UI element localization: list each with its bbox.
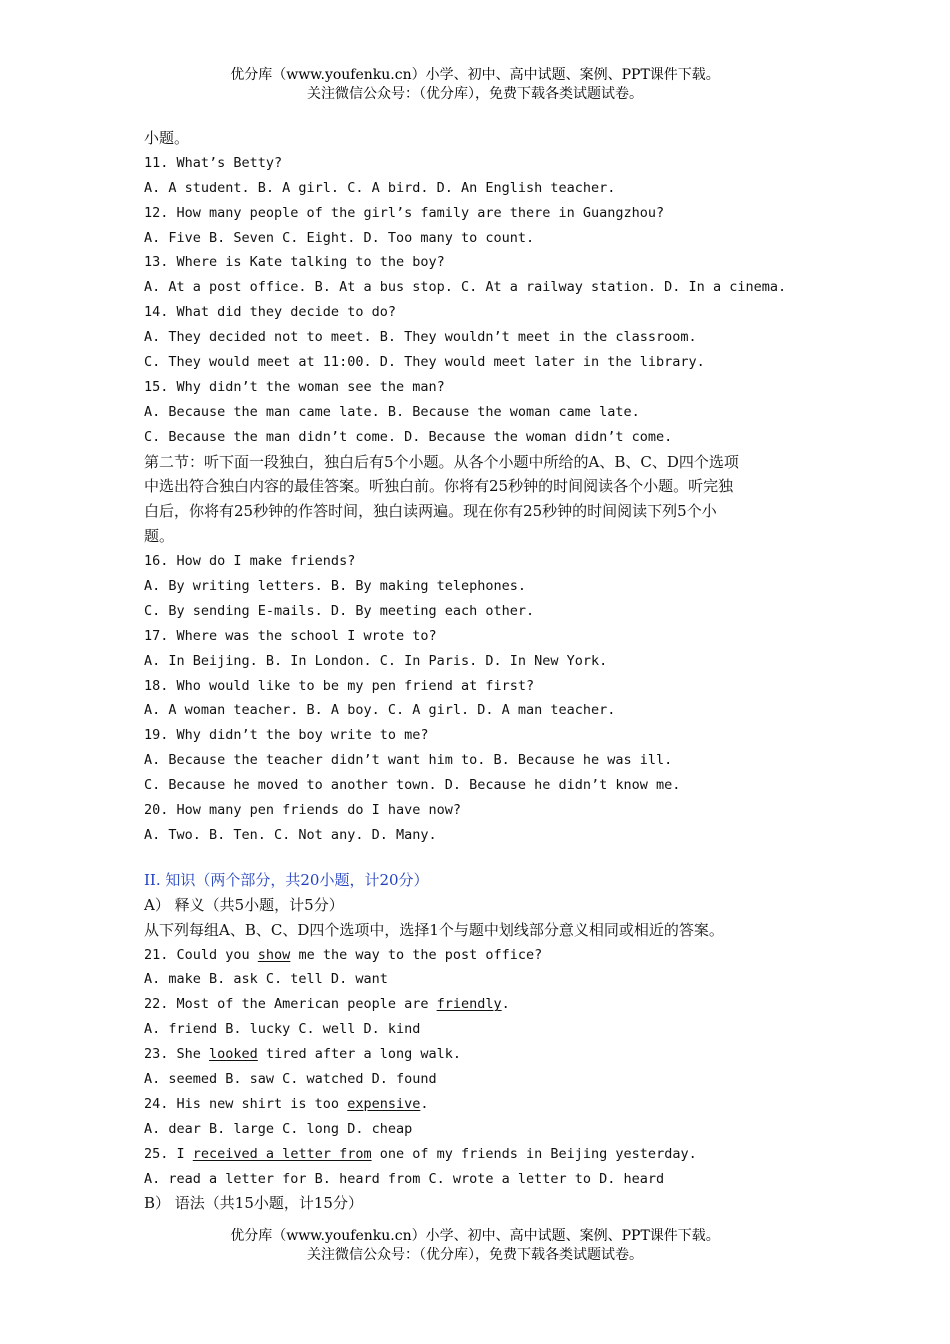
question-25 — [144, 1142, 814, 1167]
question-19-options-1: A. Because the teacher didn’t want him to. B. Because he was ill. — [144, 752, 673, 769]
question-22 — [144, 992, 814, 1017]
question-16-options-2: C. By sending E-mails. D. By meeting each other. — [144, 602, 535, 619]
question-20-options: A. Two. B. Ten. C. Not any. D. Many. — [144, 826, 437, 843]
header-line-2: 关注微信公众号：（优分库），免费下载各类试题试卷。 — [307, 86, 643, 102]
section-2-instructions-2: 中选出符合独白内容的最佳答案。听独白前。你将有25秒钟的时间阅读各个小题。听完独 — [144, 477, 734, 496]
question-19-options-2: C. Because he moved to another town. D. Because he didn’t know me. — [144, 777, 681, 794]
section-2-instructions-4: 题。 — [144, 527, 175, 546]
section-2-instructions-1: 第二节：听下面一段独白，独白后有5个小题。从各个小题中所给的A、B、C、D四个选项 — [144, 452, 739, 471]
section-lead: 小题。 — [144, 129, 190, 147]
question-24-underlined: expensive — [347, 1095, 421, 1112]
question-25-suffix: one of my friends in Beijing yesterday. — [371, 1145, 697, 1162]
question-18: 18. Who would like to be my pen friend at first? — [144, 677, 535, 694]
knowledge-section-title: II. 知识（两个部分，共20小题，计20分） — [144, 870, 429, 889]
subsection-a-instructions: 从下列每组A、B、C、D四个选项中，选择1个与题中划线部分意义相同或相近的答案。 — [144, 920, 724, 939]
question-21-underlined: show — [257, 946, 291, 963]
question-11: 11. What’s Betty? — [144, 154, 283, 171]
question-22-options: A. friend B. lucky C. well D. kind — [144, 1021, 421, 1038]
subsection-a-title: A） 释义（共5小题，计5分） — [144, 895, 344, 914]
question-22-suffix: . — [501, 996, 510, 1013]
question-19: 19. Why didn’t the boy write to me? — [144, 727, 429, 744]
question-15-options-1: A. Because the man came late. B. Because the woman came late. — [144, 403, 640, 420]
question-21-suffix: me the way to the post office? — [290, 946, 543, 963]
question-23-underlined: looked — [209, 1046, 258, 1063]
question-25-underlined: received a letter from — [192, 1145, 372, 1162]
question-23-prefix: 23. She — [144, 1046, 210, 1063]
question-18-options: A. A woman teacher. B. A boy. C. A girl. D. A man teacher. — [144, 702, 616, 719]
question-15: 15. Why didn’t the woman see the man? — [144, 378, 445, 395]
section-2-instructions-3: 白后，你将有25秒钟的作答时间，独白读两遍。现在你有25秒钟的时间阅读下列5个小 — [144, 502, 717, 521]
section-spacer — [144, 848, 814, 868]
question-13-options: A. At a post office. B. At a bus stop. C. At a railway station. D. In a cinema. — [144, 279, 787, 296]
question-25-prefix: 25. I — [144, 1145, 193, 1162]
question-23-options: A. seemed B. saw C. watched D. found — [144, 1070, 437, 1087]
question-21-prefix: 21. Could you — [144, 946, 258, 963]
document-body — [144, 126, 814, 1216]
question-22-underlined: friendly — [436, 996, 502, 1013]
question-17-options: A. In Beijing. B. In London. C. In Paris. D. In New York. — [144, 652, 608, 669]
question-23 — [144, 1042, 814, 1067]
question-15-options-2: C. Because the man didn’t come. D. Because the woman didn’t come. — [144, 428, 673, 445]
question-20: 20. How many pen friends do I have now? — [144, 802, 461, 819]
question-16: 16. How do I make friends? — [144, 553, 356, 570]
question-24 — [144, 1092, 814, 1117]
question-17: 17. Where was the school I wrote to? — [144, 627, 437, 644]
question-24-suffix: . — [420, 1095, 429, 1112]
question-24-options: A. dear B. large C. long D. cheap — [144, 1120, 413, 1137]
question-21-options: A. make B. ask C. tell D. want — [144, 971, 388, 988]
question-14-options-1: A. They decided not to meet. B. They wouldn’t meet in the classroom. — [144, 329, 697, 346]
question-25-options: A. read a letter for B. heard from C. wrote a letter to D. heard — [144, 1170, 665, 1187]
page-header — [0, 66, 950, 104]
footer-line-2: 关注微信公众号：（优分库），免费下载各类试题试卷。 — [307, 1247, 643, 1263]
subsection-b-title: B） 语法（共15小题，计15分） — [144, 1194, 363, 1213]
question-24-prefix: 24. His new shirt is too — [144, 1095, 348, 1112]
question-16-options-1: A. By writing letters. B. By making telephones. — [144, 578, 527, 595]
page-footer — [0, 1227, 950, 1265]
question-11-options: A. A student. B. A girl. C. A bird. D. An English teacher. — [144, 179, 616, 196]
question-23-suffix: tired after a long walk. — [257, 1046, 462, 1063]
question-13: 13. Where is Kate talking to the boy? — [144, 254, 445, 271]
question-21 — [144, 943, 814, 968]
footer-line-1: 优分库（www.youfenku.cn）小学、初中、高中试题、案例、PPT课件下载。 — [230, 1228, 720, 1244]
question-14-options-2: C. They would meet at 11:00. D. They would meet later in the library. — [144, 354, 705, 371]
question-14: 14. What did they decide to do? — [144, 304, 396, 321]
header-line-1: 优分库（www.youfenku.cn）小学、初中、高中试题、案例、PPT课件下载。 — [230, 67, 720, 83]
question-12-options: A. Five B. Seven C. Eight. D. Too many to count. — [144, 229, 535, 246]
question-22-prefix: 22. Most of the American people are — [144, 996, 437, 1013]
question-12: 12. How many people of the girl’s family are there in Guangzhou? — [144, 204, 665, 221]
